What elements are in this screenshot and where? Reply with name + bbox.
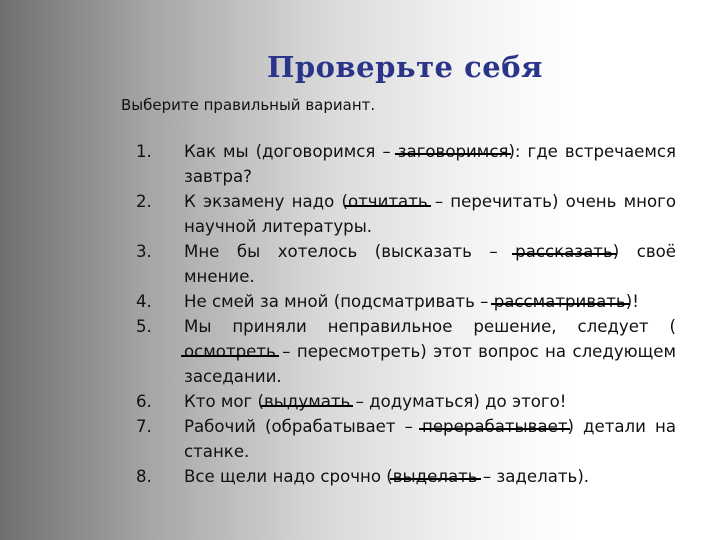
item-text-before: Не смей за мной (подсматривать – [184,292,494,311]
instruction-text: Выберите правильный вариант. [121,96,376,114]
list-item [136,414,676,464]
item-text [184,239,676,289]
item-number: 5. [136,317,152,336]
struck-wrong-word: выделать [393,464,478,489]
struck-wrong-word: перерабатывает [422,414,568,439]
item-text-after: – пересмотреть) этот вопрос на следующем заседании. [184,342,676,386]
list-item [136,289,676,314]
item-text-before: Рабочий (обрабатывает – [184,417,422,436]
item-text-after: ) детали на станке. [184,417,677,461]
item-text [184,464,676,489]
list-item [136,314,676,389]
item-text-before: К экзамену надо ( [184,192,348,211]
item-text [184,139,676,189]
list-item [136,189,676,239]
item-number: 7. [136,417,152,436]
list-item [136,139,676,189]
slide-title: Проверьте себя [267,50,543,84]
item-text-before: Кто мог ( [184,392,265,411]
item-text-after: – перечитать) очень много научной литературы. [184,192,676,236]
list-item [136,464,676,489]
item-text [184,314,676,389]
list-item [136,239,676,289]
item-number: 2. [136,192,152,211]
struck-wrong-word: рассматривать [494,289,626,314]
item-number: 4. [136,292,152,311]
struck-wrong-word: выдумать [264,389,350,414]
item-text-after: ): где встречаемся завтра? [184,142,676,186]
item-number: 6. [136,392,152,411]
item-text-before: Мы приняли неправильное решение, следует ( [184,317,676,336]
item-text [184,289,676,314]
item-text-after: )! [625,292,639,311]
struck-wrong-word: заговоримся [398,139,509,164]
struck-wrong-word: рассказать [515,239,613,264]
item-text [184,414,676,464]
item-text [184,189,676,239]
list-item [136,389,676,414]
item-number: 1. [136,142,152,161]
item-text-after: – додуматься) до этого! [350,392,567,411]
exercise-list [136,139,676,489]
item-text-before: Мне бы хотелось (высказать – [184,242,516,261]
item-text-before: Как мы (договоримся – [184,142,398,161]
item-text-after: ) своё мнение. [184,242,676,286]
item-text-after: – заделать). [477,467,590,486]
struck-wrong-word: осмотреть [184,339,276,364]
item-text-before: Все щели надо срочно ( [184,467,393,486]
struck-wrong-word: отчитать [348,189,428,214]
item-text [184,389,676,414]
item-number: 3. [136,242,152,261]
item-number: 8. [136,467,152,486]
